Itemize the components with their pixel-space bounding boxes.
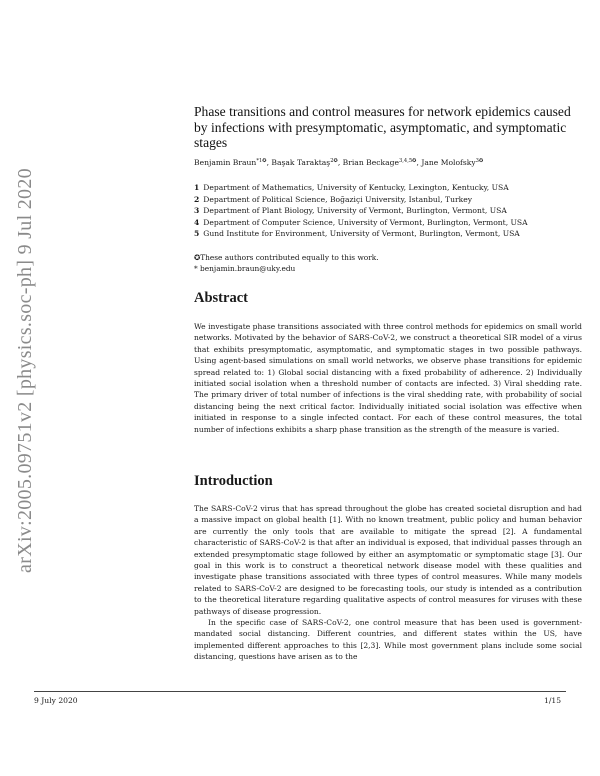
abstract-heading: Abstract	[194, 290, 248, 306]
affiliation	[194, 194, 594, 206]
author-marks: 3✪	[475, 158, 484, 164]
intro-paragraph: The SARS-CoV-2 virus that has spread throughout the globe has created societal disruption and had a massive impact on global health [1]. With no known treatment, public policy and human behavior are currently the only tools that are available to mitigate the spread [2]. A fundamental characteristic of SARS-CoV-2 is that after an individual is exposed, that individual passes through an extended presymptomatic stage followed by either an asymptomatic or symptomatic stage [3]. Our goal in this work is to construct a theoretical network disease model with these qualities and investigate phase transitions associated with three types of control measures. While many models related to SARS-CoV-2 are designed to be forecasting tools, our study is intended as a contribution to the theoretical literature regarding qualitative aspects of control measures for viruses with these pathways of disease progression.	[194, 504, 582, 616]
affiliation	[194, 205, 594, 217]
affiliation-number: 5	[194, 229, 200, 239]
affiliation	[194, 182, 594, 194]
affiliation-text: Department of Mathematics, University of Kentucky, Lexington, Kentucky, USA	[203, 183, 509, 192]
abstract-paragraph: We investigate phase transitions associated with three control methods for epidemics on small world networks. Motivated by the behavior of SARS-CoV-2, we construct a theoretical SIR model of a virus that exhibits presymptomatic, asymptomatic, and symptomatic stages in two possible pathways. Using agent-based simulations on small world networks, we observe phase transitions for epidemic spread related to: 1) Global social distancing with a fixed probability of adherence. 2) Individually initiated social isolation when a threshold number of contacts are infected. 3) Viral shedding rate. The primary driver of total number of infections is the viral shedding rate, with probability of social distancing being the next critical factor. Individually initiated social isolation was effective when initiated in response to a single infected contact. For each of these control measures, the total number of infections exhibits a sharp phase transition as the strength of the measure is varied.	[194, 322, 582, 434]
affiliation-text: Department of Political Science, Boğaziçi University, Istanbul, Turkey	[203, 194, 473, 204]
author-name: Benjamin Braun	[194, 158, 257, 167]
intro-paragraph: In the specific case of SARS-CoV-2, one control measure that has been used is government-mandated social distancing. Different countries, and different states within the US, have implemented different approaches to this [2,3]. While most government plans include some social distancing, questions have arisen as to the	[194, 618, 582, 662]
author-notes	[194, 252, 584, 274]
author-marks: 2✪	[330, 158, 338, 164]
affiliation-number: 1	[194, 183, 200, 192]
author-marks: 3,4,5✪	[398, 158, 417, 164]
affiliation-number: 2	[194, 194, 200, 204]
page-number: 1/15	[544, 696, 562, 705]
equal-contribution-note: ✪These authors contributed equally to this work.	[194, 253, 379, 262]
paper-title: Phase transitions and control measures for network epidemics caused by infections with presymptomatic, asymptomatic, and symptomatic stages	[194, 104, 571, 150]
abstract-body	[194, 321, 582, 435]
affiliation-list	[194, 182, 594, 240]
author-name: Brian Beckage	[342, 158, 399, 167]
introduction-body	[194, 503, 582, 663]
arxiv-identifier: arXiv:2005.09751v2 [physics.soc-ph] 9 Jul 2020	[13, 167, 36, 573]
affiliation-number: 4	[194, 217, 200, 227]
affiliation	[194, 217, 594, 229]
corresponding-email[interactable]: * benjamin.braun@uky.edu	[194, 264, 296, 273]
author-marks: *1✪	[256, 158, 267, 164]
author-name: Başak Taraktaş	[271, 158, 331, 167]
author-name: Jane Molofsky	[421, 158, 476, 167]
affiliation-text: Department of Plant Biology, University of Vermont, Burlington, Vermont, USA	[203, 206, 507, 216]
affiliation	[194, 228, 594, 240]
footer-date: 9 July 2020	[34, 696, 78, 705]
affiliation-number: 3	[194, 206, 200, 216]
arxiv-identifier-margin	[12, 167, 38, 573]
affiliation-text: Gund Institute for Environment, University of Vermont, Burlington, Vermont, USA	[203, 229, 520, 239]
footer-rule	[34, 691, 566, 692]
introduction-heading: Introduction	[194, 473, 273, 489]
author-list: Benjamin Braun$^{*1✪}$, Başak Taraktaş$^{2✪}$, Brian Beckage$^{3,4,5✪}$, Jane Molofsky$^{3✪}$	[194, 158, 484, 167]
affiliation-text: Department of Computer Science, University of Vermont, Burlington, Vermont, USA	[203, 217, 528, 227]
